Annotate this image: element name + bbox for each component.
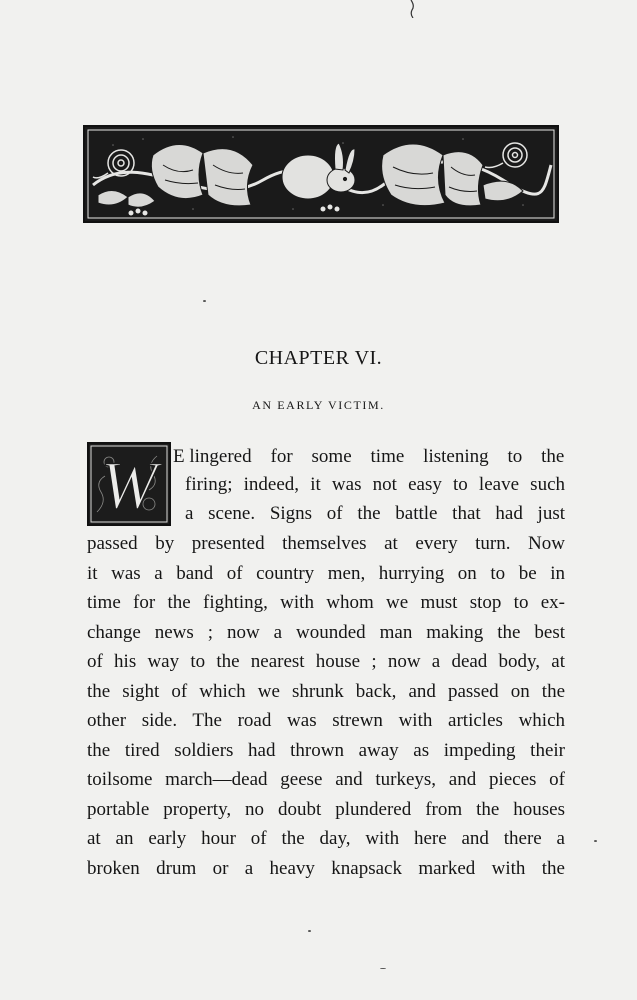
paper-speck	[203, 300, 206, 302]
decorative-headpiece	[83, 125, 559, 223]
body-line: toilsome march—dead geese and turkeys, and pieces of	[87, 769, 565, 790]
paper-speck	[594, 840, 597, 842]
body-line: broken drum or a heavy knapsack marked with the	[87, 858, 565, 879]
chapter-title: CHAPTER VI.	[254, 347, 383, 369]
drop-cap-continuation	[173, 446, 564, 468]
page-edge-mark	[408, 0, 418, 18]
body-line: the sight of which we shrunk back, and passed on the	[87, 681, 565, 702]
first-line-text: lingered for some time listening to the	[189, 446, 565, 467]
drop-cap-letter: W	[100, 447, 158, 523]
body-line: passed by presented themselves at every turn. Now	[87, 533, 565, 554]
body-line: other side. The road was strewn with articles which	[87, 710, 565, 731]
ornamental-drop-cap	[87, 442, 171, 526]
paper-speck	[380, 968, 386, 969]
body-line: at an early hour of the day, with here and there a	[87, 828, 565, 849]
body-line: it was a band of country men, hurrying on to be in	[87, 563, 565, 584]
body-line: a scene. Signs of the battle that had just	[185, 503, 565, 524]
body-line: change news ; now a wounded man making the best	[87, 622, 565, 643]
body-line: firing; indeed, it was not easy to leave such	[185, 474, 565, 495]
drop-cap-rest-letter: E	[173, 446, 185, 467]
body-line: time for the fighting, with whom we must stop to ex-	[87, 592, 565, 613]
paper-speck	[308, 930, 311, 932]
body-line: of his way to the nearest house ; now a dead body, at	[87, 651, 565, 672]
body-line: the tired soldiers had thrown away as impeding their	[87, 740, 565, 761]
chapter-subtitle: AN EARLY VICTIM.	[252, 398, 385, 412]
body-line: portable property, no doubt plundered from the houses	[87, 799, 565, 820]
